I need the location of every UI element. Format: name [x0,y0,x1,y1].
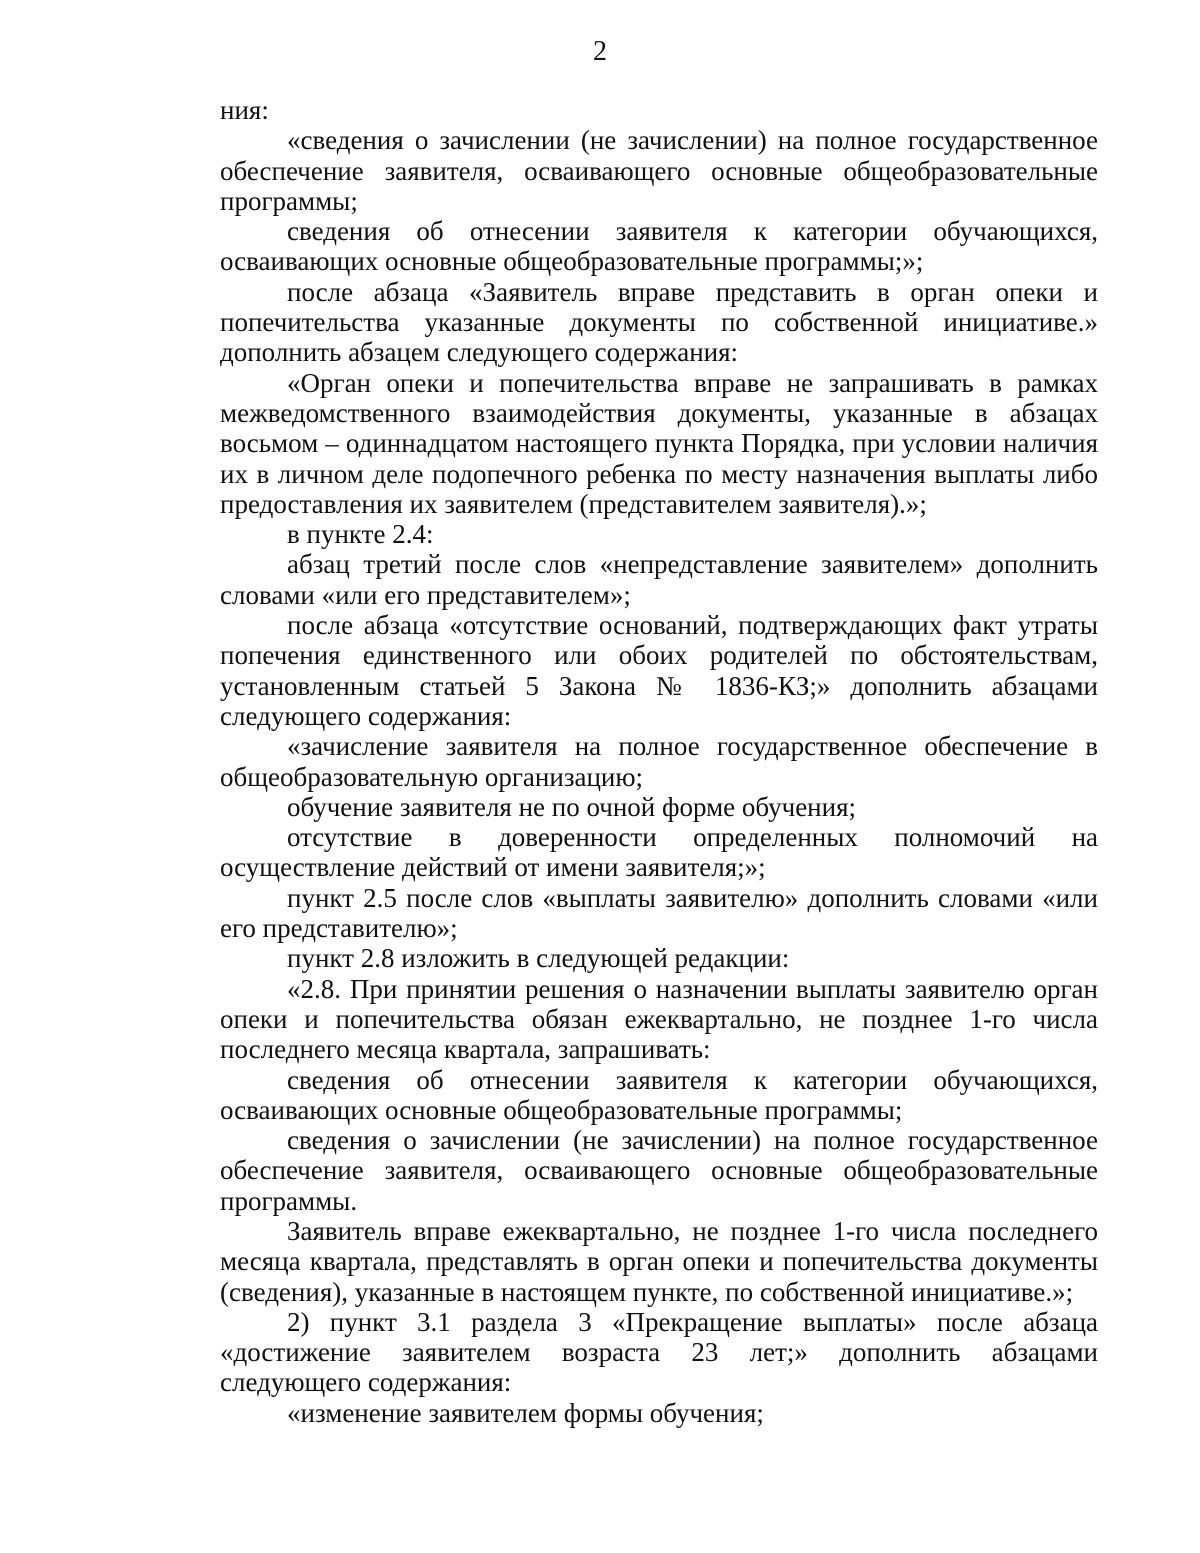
paragraph: обучение заявителя не по очной форме обучения; [287,791,857,822]
paragraph: 2) пункт 3.1 раздела 3 «Прекращение выплаты» после абзаца «достижение заявителем возраста 23 лет;» дополнить абзацами следующего содержания: [220,1306,1098,1398]
paragraph: в пункте 2.4: [287,519,434,550]
document-body [220,95,1098,1428]
page-number: 2 [593,36,607,67]
paragraph: «изменение заявителем формы обучения; [287,1397,764,1428]
paragraph: после абзаца «Заявитель вправе представить в орган опеки и попечительства указанные документы по собственной инициативе.» дополнить абзацем следующего содержания: [220,276,1098,368]
paragraph: отсутствие в доверенности определенных полномочий на осуществление действий от имени заявителя;»; [220,822,1098,883]
paragraph: «Орган опеки и попечительства вправе не запрашивать в рамках межведомственного взаимодействия документы, указанные в абзацах восьмом – одиннадцатом настоящего пункта Порядка, при условии наличия их в личном деле подопечного ребенка по месту назначения выплаты либо предоставления их заявителем (представителем заявителя).»; [220,367,1098,519]
paragraph: «сведения о зачислении (не зачислении) на полное государственное обеспечение заявителя, осваивающего основные общеобразовательные программы; [220,125,1098,216]
paragraph: сведения о зачислении (не зачислении) на полное государственное обеспечение заявителя, осваивающего основные общеобразовательные программы. [220,1125,1098,1216]
paragraph-continuation: ния: [220,95,269,125]
paragraph: пункт 2.5 после слов «выплаты заявителю» дополнить словами «или его представителю»; [220,882,1098,944]
paragraph: после абзаца «отсутствие оснований, подтверждающих факт утраты попечения единственного или обоих родителей по обстоятельствам, установленным статьей 5 Закона № 1836-КЗ;» дополнить абзацами следующего содержания: [220,610,1098,731]
paragraph: пункт 2.8 изложить в следующей редакции: [287,943,790,974]
paragraph: абзац третий после слов «непредставление заявителем» дополнить словами «или его представителем»; [220,549,1098,610]
paragraph: сведения об отнесении заявителя к категории обучающихся, осваивающих основные общеобразовательные программы; [220,1064,1098,1125]
paragraph: Заявитель вправе ежеквартально, не позднее 1-го числа последнего месяца квартала, представлять в орган опеки и попечительства документы (сведения), указанные в настоящем пункте, по собственной инициативе.»; [220,1215,1098,1307]
paragraph: «2.8. При принятии решения о назначении выплаты заявителю орган опеки и попечительства обязан ежеквартально, не позднее 1-го числа последнего месяца квартала, запрашивать: [220,973,1098,1065]
paragraph: «зачисление заявителя на полное государственное обеспечение в общеобразовательную организацию; [220,731,1098,792]
paragraph: сведения об отнесении заявителя к категории обучающихся, осваивающих основные общеобразовательные программы;»; [220,216,1098,277]
